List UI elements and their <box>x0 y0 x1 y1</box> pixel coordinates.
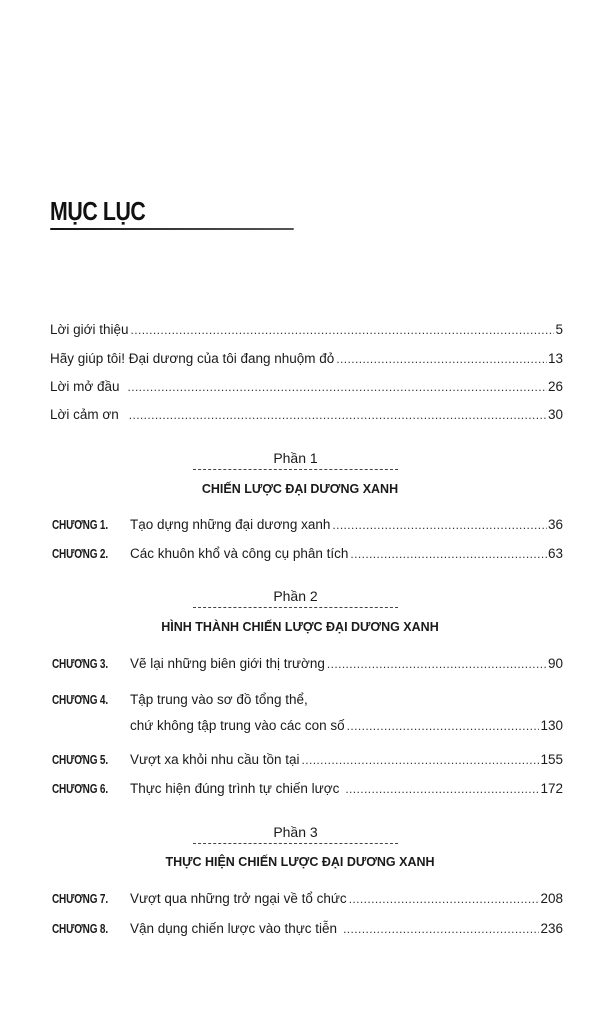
part-title: CHIẾN LƯỢC ĐẠI DƯƠNG XANH <box>201 482 399 496</box>
title-underline <box>50 228 294 230</box>
chapter-title: Thực hiện đúng trình tự chiến lược <box>130 781 340 796</box>
chapter-entry[interactable] <box>52 692 563 712</box>
chapter-page: 36 <box>547 517 563 532</box>
chapter-title: Vượt xa khỏi nhu cầu tồn tại <box>130 752 300 767</box>
page-title: MỤC LỤC <box>50 196 146 226</box>
chapter-title: Tập trung vào sơ đồ tổng thể, <box>130 692 308 707</box>
entry-page: 26 <box>547 379 563 394</box>
chapter-page: 172 <box>540 781 563 796</box>
chapter-label: CHƯƠNG 6. <box>52 782 108 796</box>
chapter-label: CHƯƠNG 5. <box>52 753 108 767</box>
dot-leader <box>336 352 547 366</box>
dot-leader <box>349 892 540 906</box>
part-divider <box>193 843 398 844</box>
entry-page: 30 <box>547 407 563 422</box>
part-name: Phần 1 <box>273 450 318 466</box>
chapter-title: Vẽ lại những biên giới thị trường <box>130 656 325 671</box>
chapter-label: CHƯƠNG 8. <box>52 922 108 936</box>
toc-entry[interactable] <box>50 322 563 342</box>
dot-leader <box>332 518 547 532</box>
part-title: THỰC HIỆN CHIẾN LƯỢC ĐẠI DƯƠNG XANH <box>165 855 435 869</box>
chapter-label: CHƯƠNG 4. <box>52 693 108 707</box>
dot-leader <box>327 657 547 671</box>
dot-leader <box>347 719 540 733</box>
entry-label: Lời cảm ơn <box>50 407 119 422</box>
chapter-entry[interactable] <box>52 781 563 801</box>
chapter-entry[interactable] <box>52 656 563 676</box>
toc-entry[interactable] <box>50 407 563 427</box>
chapter-title-line2: chứ không tập trung vào các con số <box>130 718 345 733</box>
part-divider <box>193 469 398 470</box>
dot-leader <box>343 922 539 936</box>
chapter-title: Tạo dựng những đại dương xanh <box>130 517 331 532</box>
chapter-page: 90 <box>547 656 563 671</box>
dot-leader <box>129 408 547 422</box>
part-name: Phần 3 <box>273 824 318 840</box>
chapter-page: 236 <box>540 921 563 936</box>
chapter-label: CHƯƠNG 1. <box>52 518 108 532</box>
chapter-page: 155 <box>540 752 563 767</box>
entry-label: Lời giới thiệu <box>50 322 129 337</box>
part-divider <box>193 607 398 608</box>
toc-entry[interactable] <box>50 379 563 399</box>
chapter-title: Vượt qua những trở ngại về tổ chức <box>130 891 347 906</box>
chapter-page: 208 <box>540 891 563 906</box>
chapter-entry[interactable] <box>52 752 563 772</box>
entry-page: 5 <box>555 322 563 337</box>
chapter-entry[interactable] <box>52 921 563 941</box>
chapter-label: CHƯƠNG 7. <box>52 892 108 906</box>
chapter-label: CHƯƠNG 2. <box>52 547 108 561</box>
chapter-entry[interactable] <box>52 546 563 566</box>
entry-label: Hãy giúp tôi! Đại dương của tôi đang nhuộm đỏ <box>50 351 335 366</box>
dot-leader <box>302 753 540 767</box>
chapter-title: Vận dụng chiến lược vào thực tiễn <box>130 921 338 936</box>
dot-leader <box>350 547 547 561</box>
chapter-title: Các khuôn khổ và công cụ phân tích <box>130 546 349 561</box>
entry-label: Lời mở đầu <box>50 379 120 394</box>
chapter-entry-continuation[interactable] <box>130 718 563 738</box>
chapter-entry[interactable] <box>52 517 563 537</box>
chapter-page: 63 <box>547 546 563 561</box>
dot-leader <box>127 380 546 394</box>
chapter-page: 130 <box>540 718 563 733</box>
part-title: HÌNH THÀNH CHIẾN LƯỢC ĐẠI DƯƠNG XANH <box>161 620 439 634</box>
entry-page: 13 <box>547 351 563 366</box>
chapter-entry[interactable] <box>52 891 563 911</box>
chapter-label: CHƯƠNG 3. <box>52 657 108 671</box>
dot-leader <box>345 782 539 796</box>
toc-entry[interactable] <box>50 351 563 371</box>
part-name: Phần 2 <box>273 588 318 604</box>
dot-leader <box>131 323 555 337</box>
